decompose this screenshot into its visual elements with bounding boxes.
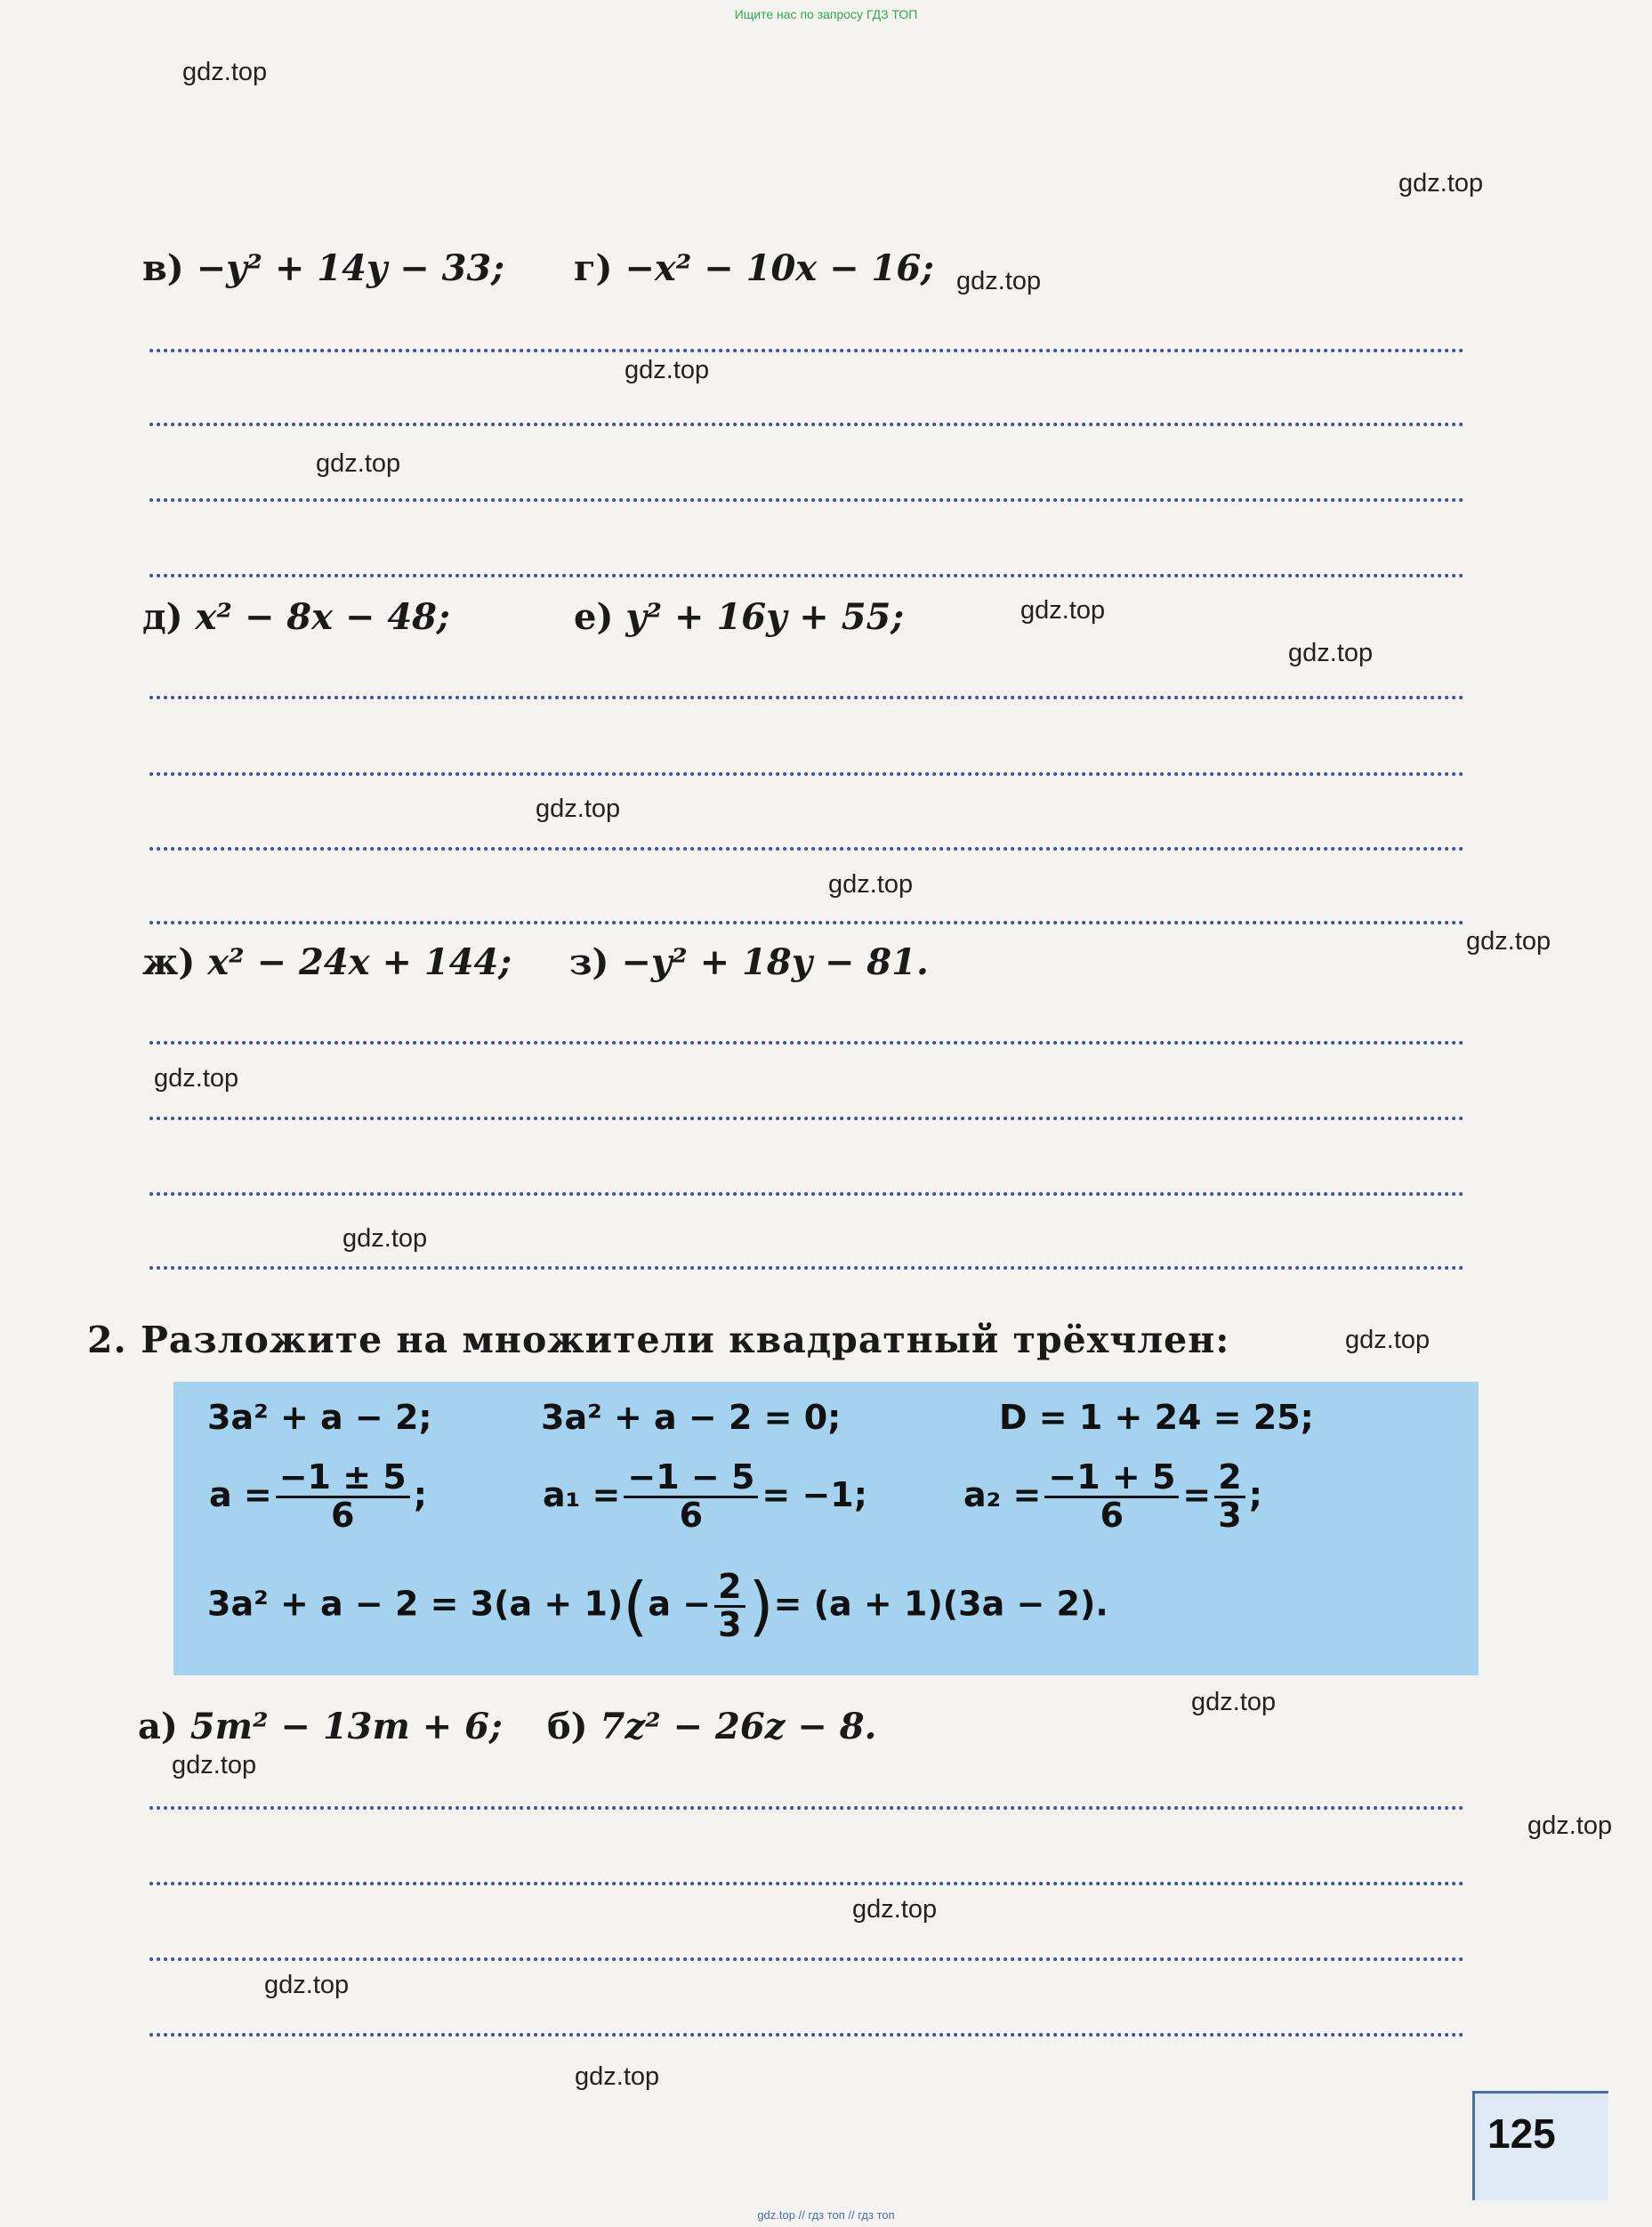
factorization-result: = (a + 1)(3a − 2).	[773, 1584, 1108, 1624]
exercise-d	[142, 596, 450, 638]
example-line-1a: 3a² + a − 2;	[207, 1398, 432, 1437]
numerator: 2	[1214, 1460, 1245, 1498]
example-root-2	[963, 1457, 1262, 1535]
exercise-a	[138, 1706, 503, 1747]
example-root-1	[543, 1457, 867, 1535]
watermark: gdz.top	[1345, 1326, 1430, 1354]
answer-line[interactable]	[149, 847, 1464, 851]
answer-line[interactable]	[149, 1192, 1464, 1196]
footer-link[interactable]: gdz.top // гдз топ // гдз топ	[757, 2208, 895, 2222]
exercise-label: з)	[569, 941, 609, 983]
exercise-expression: x² − 24x + 144;	[207, 941, 512, 983]
formula-suffix: = −1;	[762, 1474, 867, 1514]
exercise-v	[142, 247, 504, 289]
page-number: 125	[1487, 2110, 1556, 2157]
watermark: gdz.top	[316, 449, 401, 478]
watermark: gdz.top	[1398, 169, 1484, 198]
fraction	[714, 1566, 745, 1644]
page-number-box	[1472, 2091, 1608, 2200]
watermark: gdz.top	[852, 1895, 938, 1924]
exercise-label: е)	[574, 596, 614, 638]
exercise-b	[547, 1706, 876, 1747]
example-root-formula	[209, 1457, 427, 1535]
watermark: gdz.top	[536, 795, 621, 823]
fraction	[276, 1457, 410, 1535]
exercise-expression: 5m² − 13m + 6;	[189, 1706, 503, 1747]
watermark: gdz.top	[1191, 1688, 1277, 1716]
equals-sign: =	[1182, 1474, 1212, 1514]
exercise-label: в)	[142, 247, 184, 289]
example-line-1b: 3a² + a − 2 = 0;	[541, 1398, 842, 1437]
numerator: −1 + 5	[1044, 1460, 1179, 1498]
watermark: gdz.top	[264, 1971, 350, 1999]
example-factorization	[207, 1566, 1108, 1644]
header-search-link[interactable]: Ищите нас по запросу ГДЗ ТОП	[734, 7, 918, 21]
exercise-expression: −y² + 18y − 81.	[621, 941, 929, 983]
watermark: gdz.top	[828, 870, 914, 899]
exercise-label: б)	[547, 1706, 588, 1747]
exercise-zh	[142, 941, 512, 983]
formula-suffix: ;	[1248, 1474, 1262, 1514]
exercise-expression: −y² + 14y − 33;	[196, 247, 505, 289]
denominator: 6	[679, 1495, 704, 1535]
answer-line[interactable]	[149, 349, 1464, 352]
numerator: −1 ± 5	[276, 1460, 410, 1498]
example-line-1c: D = 1 + 24 = 25;	[999, 1398, 1314, 1437]
answer-line[interactable]	[149, 1882, 1464, 1885]
denominator: 6	[331, 1495, 355, 1535]
open-paren: (	[623, 1569, 649, 1643]
factor-text: a −	[648, 1584, 712, 1624]
answer-line[interactable]	[149, 772, 1464, 776]
formula-prefix: a₂ =	[963, 1474, 1042, 1514]
answer-line[interactable]	[149, 921, 1464, 924]
exercise-label: ж)	[142, 941, 196, 983]
exercise-expression: −x² − 10x − 16;	[625, 247, 934, 289]
exercise-label: г)	[574, 247, 613, 289]
watermark: gdz.top	[956, 267, 1042, 295]
answer-line[interactable]	[149, 1957, 1464, 1961]
exercise-label: а)	[138, 1706, 178, 1747]
answer-line[interactable]	[149, 1806, 1464, 1810]
fraction	[1214, 1457, 1245, 1535]
exercise-expression: x² − 8x − 48;	[195, 596, 450, 638]
answer-line[interactable]	[149, 423, 1464, 426]
watermark: gdz.top	[154, 1064, 239, 1093]
formula-suffix: ;	[413, 1474, 427, 1514]
close-paren: )	[748, 1569, 774, 1643]
answer-line[interactable]	[149, 1117, 1464, 1120]
exercise-e	[574, 596, 904, 638]
exercise-label: д)	[142, 596, 183, 638]
numerator: −1 − 5	[624, 1460, 758, 1498]
formula-prefix: a =	[209, 1474, 272, 1514]
watermark: gdz.top	[1020, 596, 1106, 625]
denominator: 3	[1218, 1495, 1242, 1535]
fraction	[624, 1457, 758, 1535]
watermark: gdz.top	[575, 2062, 660, 2091]
exercise-z	[569, 941, 929, 983]
worked-example-box	[173, 1382, 1479, 1675]
formula-prefix: a₁ =	[543, 1474, 621, 1514]
denominator: 6	[1100, 1495, 1124, 1535]
exercise-g	[574, 247, 934, 289]
answer-line[interactable]	[149, 498, 1464, 502]
watermark: gdz.top	[342, 1224, 428, 1253]
watermark: gdz.top	[182, 58, 268, 86]
exercise-expression: 7z² − 26z − 8.	[600, 1706, 877, 1747]
denominator: 3	[718, 1604, 742, 1644]
answer-line[interactable]	[149, 2033, 1464, 2037]
task-2-title: 2. Разложите на множители квадратный трёхчлен:	[87, 1319, 1230, 1361]
watermark: gdz.top	[1527, 1811, 1613, 1840]
numerator: 2	[714, 1569, 745, 1608]
watermark: gdz.top	[1288, 639, 1374, 667]
answer-line[interactable]	[149, 696, 1464, 699]
exercise-expression: y² + 16y + 55;	[625, 596, 905, 638]
watermark: gdz.top	[172, 1751, 257, 1779]
factorization-prefix: 3a² + a − 2 = 3(a + 1)	[207, 1584, 624, 1624]
answer-line[interactable]	[149, 574, 1464, 577]
fraction	[1044, 1457, 1179, 1535]
watermark: gdz.top	[625, 356, 710, 384]
answer-line[interactable]	[149, 1266, 1464, 1270]
watermark: gdz.top	[1466, 927, 1551, 956]
answer-line[interactable]	[149, 1041, 1464, 1045]
